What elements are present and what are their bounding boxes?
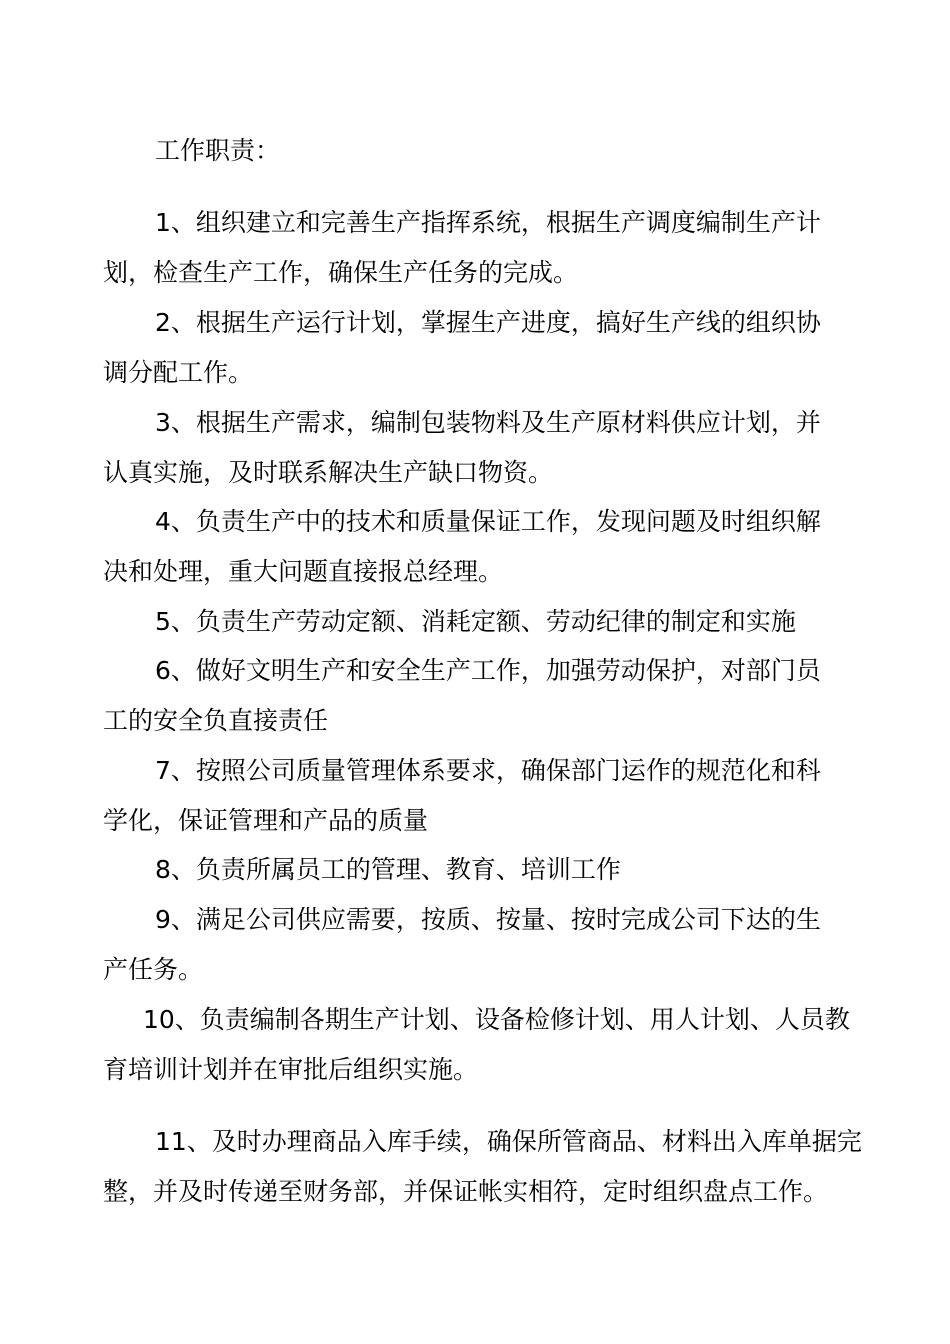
duty-item-1: 1、组织建立和完善生产指挥系统，根据生产调度编制生产计划，检查生产工作，确保生产任务的完成。 — [103, 208, 821, 287]
duty-item-5: 5、负责生产劳动定额、消耗定额、劳动纪律的制定和实施 — [155, 607, 796, 636]
duty-item-4: 4、负责生产中的技术和质量保证工作，发现问题及时组织解决和处理，重大问题直接报总经理。 — [103, 507, 821, 586]
duty-item-9: 9、满足公司供应需要，按质、按量、按时完成公司下达的生产任务。 — [103, 905, 821, 984]
duty-item-11: 11、及时办理商品入库手续，确保所管商品、材料出入库单据完整，并及时传递至财务部，并保证帐实相符，定时组织盘点工作。 — [103, 1127, 862, 1206]
duty-item-2: 2、根据生产运行计划，掌握生产进度，搞好生产线的组织协调分配工作。 — [103, 308, 821, 387]
duty-item-3: 3、根据生产需求，编制包装物料及生产原材料供应计划，并认真实施，及时联系解决生产缺口物资。 — [103, 408, 821, 487]
duty-item-6: 6、做好文明生产和安全生产工作，加强劳动保护，对部门员工的安全负直接责任 — [103, 656, 821, 735]
duty-item-8: 8、负责所属员工的管理、教育、培训工作 — [155, 855, 621, 884]
duty-item-10: 10、负责编制各期生产计划、设备检修计划、用人计划、人员教育培训计划并在审批后组织实施。 — [103, 1005, 850, 1084]
section-heading: 工作职责： — [155, 136, 281, 165]
duty-item-7: 7、按照公司质量管理体系要求，确保部门运作的规范化和科学化，保证管理和产品的质量 — [103, 756, 821, 835]
